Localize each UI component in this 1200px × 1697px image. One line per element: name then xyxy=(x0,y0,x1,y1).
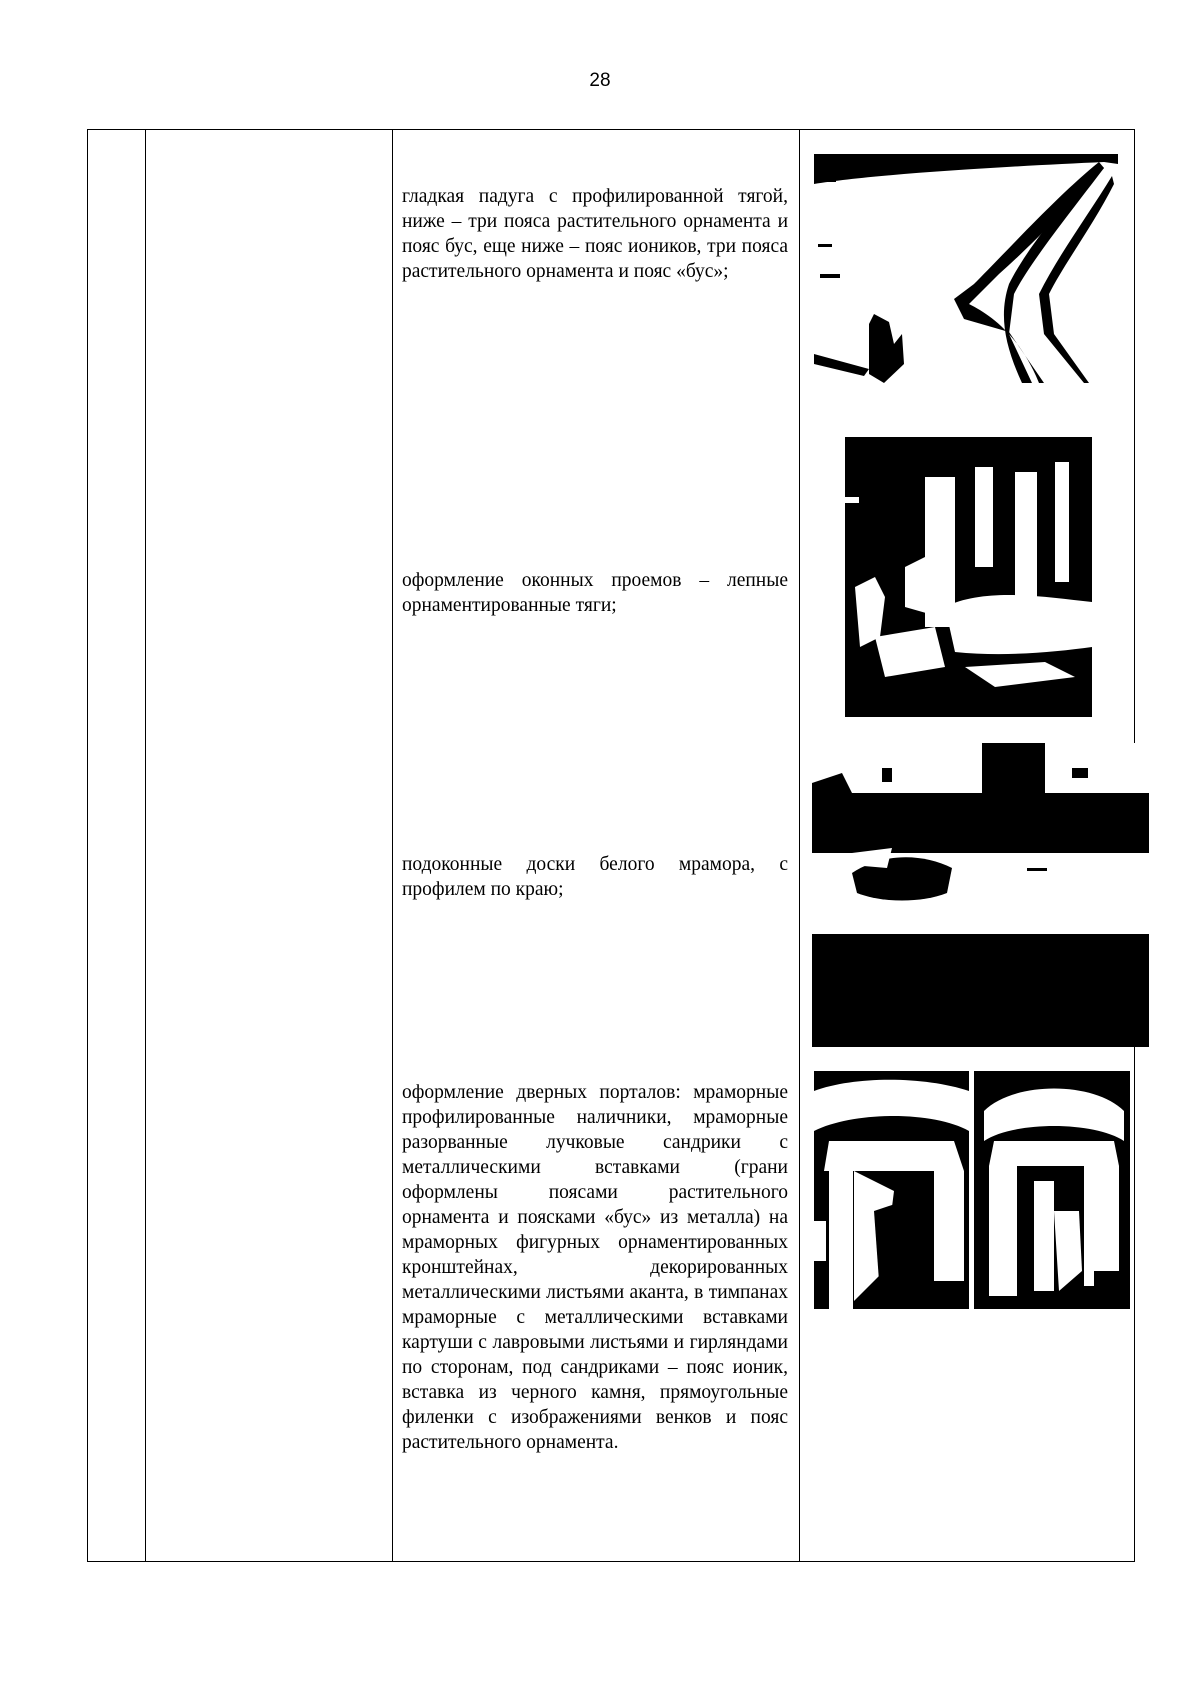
ceiling-arch-photo xyxy=(814,154,1118,383)
door-portal-left-photo xyxy=(814,1071,969,1309)
item-text-ceiling: гладкая падуга с профилированной тягой, ниже – три пояса растительного орнамента и пояс бус, еще ниже – пояс иоников, три пояса растительного орнамента и пояс «бус»; xyxy=(402,186,788,282)
column-divider-3 xyxy=(799,130,800,1561)
door-portal-right-photo xyxy=(974,1071,1130,1309)
window-interior-photo xyxy=(845,437,1092,717)
item-text-windowsill: подоконные доски белого мрамора, с профилем по краю; xyxy=(402,854,788,900)
column-divider-1 xyxy=(145,130,146,1561)
item-text-windows: оформление оконных проемов – лепные орнаментированные тяги; xyxy=(402,570,788,616)
page-number: 28 xyxy=(589,70,611,91)
item-text-door-portals: оформление дверных порталов: мраморные профилированные наличники, мраморные разорванные лучковые сандрики с металлическими вставками (грани оформлены поясами растительного орнамента и поясками «бус» из металла) на мраморных фигурных орнаментированных кронштейнах, декорированных металлическими листьями аканта, в тимпанах мраморные с металлическими вставками картуши с лавровыми листьями и гирляндами по сторонам, под сандриками – пояс ионик, вставка из черного камня, прямоугольные филенки с изображениями венков и пояс растительного орнамента. xyxy=(402,1082,788,1453)
windowsill-photo xyxy=(812,743,1149,1047)
column-divider-2 xyxy=(392,130,393,1561)
